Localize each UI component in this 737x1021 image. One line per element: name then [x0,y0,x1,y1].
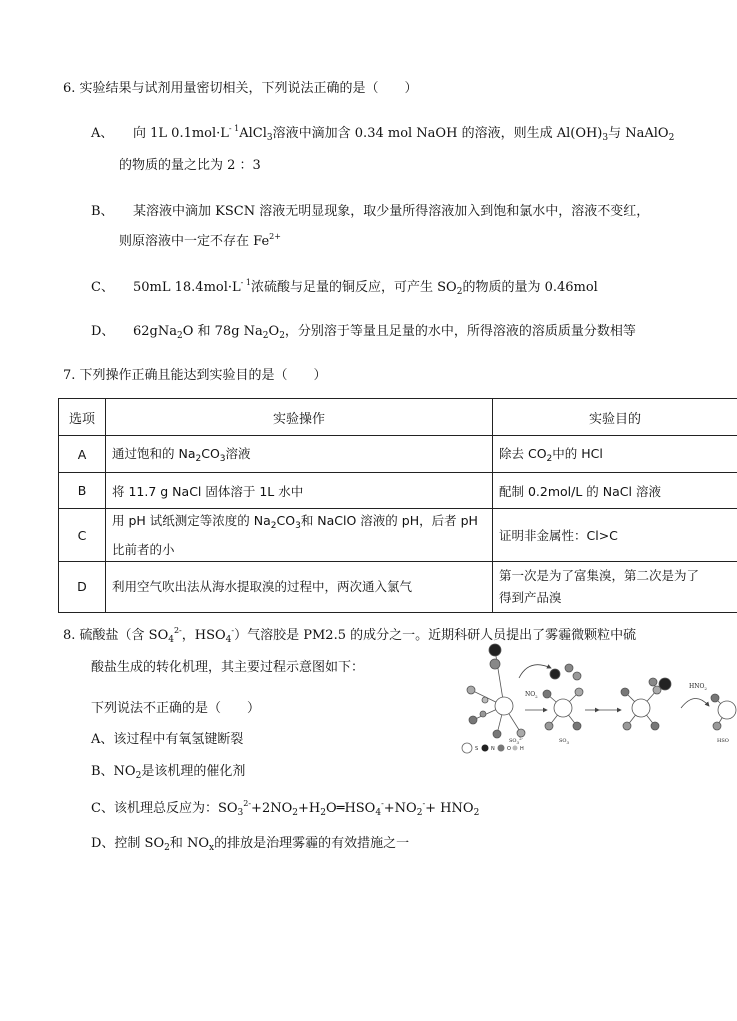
q8-title-line1: 8. 硫酸盐（含 $SO_4^{2-}$，$HSO_4^-$）气溶胶是 PM2.5 的成分之一。近期科研人员提出了雾霾微颗粒中硫 [63,626,637,645]
q7-title: 7. 下列操作正确且能达到实验目的是（ ） [63,368,327,383]
molecule-cluster-3 [621,678,671,730]
q8-option-d: D、控制 $SO_2$和 $NO_x$的排放是治理雾霾的有效措施之一 [91,836,410,853]
table-header-row [59,399,737,436]
legend-h-label: H [520,746,524,752]
table-row [59,436,737,473]
label-hno2: $HNO_2$ [689,683,707,691]
label-so3-2minus: $SO_3^{2-}$ [509,736,523,745]
q6-option-b-line2: 则原溶液中一定不存在 $Fe^{2+}$ [119,232,281,249]
header-operation: 实验操作 [106,399,493,436]
row-label: C [59,509,106,562]
label-so3: $SO_3$ [559,738,570,745]
q8-title-line2: 酸盐生成的转化机理，其主要过程示意图如下： [91,660,365,675]
q6-option-a-line1: 向 1L $0.1mol\cdot L^{- 1}AlCl_3$溶液中滴加含 0.34 mol NaOH 的溶液，则生成 $Al(OH)_3$与 NaAlO$_2$ [133,124,675,143]
row-goal: 第一次是为了富集溴，第二次是为了 得到产品溴 [493,562,737,613]
q8-prompt: 下列说法不正确的是（ ） [91,701,261,716]
q6-option-c-text: 50mL $18.4mol\cdot L^{- 1}$浓硫酸与足量的铜反应，可产生 $SO_2$的物质的量为 0.46mol [133,278,598,297]
table-row [59,562,737,613]
q8-option-b: B、$NO_2$是该机理的催化剂 [91,764,246,781]
q8-option-c: C、该机理总反应为：$SO_3^{2-}+2NO_2+H_2O═HSO_4^-+NO_2^-+ HNO_2$ [91,799,480,818]
legend-s-label: S [475,746,479,752]
legend-o-label: O [507,746,511,752]
legend-s-icon [462,743,472,753]
q6-option-d-text: 62gNa$_2$O 和 78g $Na_2O_2$，分别溶于等量且足量的水中，所得溶液的溶质质量分数相等 [133,324,636,341]
row-label: B [59,473,106,509]
row-goal: 配制 0.2mol/L 的 NaCl 溶液 [493,473,737,509]
legend-o-icon [498,745,505,752]
q6-option-a-line2: 的物质的量之比为 2 ：3 [119,158,261,173]
molecule-cluster-2 [543,664,583,730]
q6-option-c-label: C、 [91,280,114,295]
q6-option-a-label: A、 [91,126,114,141]
q6-option-b-label: B、 [91,204,114,219]
legend-h-icon [513,746,518,751]
row-goal: 证明非金属性：Cl>C [493,509,737,562]
q8-option-a: A、该过程中有氧氢键断裂 [91,732,244,747]
header-option: 选项 [59,399,106,436]
row-operation: 将 11.7 g NaCl 固体溶于 1L 水中 [106,473,493,509]
table-row [59,509,737,562]
row-operation: 用 pH 试纸测定等浓度的 $Na_2CO_3$和 NaClO 溶液的 pH，后者 pH 比前者的小 [106,509,493,562]
label-no2: $NO_2$ [525,691,538,699]
q6-option-d-label: D、 [91,324,115,339]
legend-n-icon [482,745,489,752]
header-goal: 实验目的 [493,399,737,436]
q6-option-b-line1: 某溶液中滴加 KSCN 溶液无明显现象，取少量所得溶液加入到饱和氯水中，溶液不变红， [133,204,650,219]
row-operation: 利用空气吹出法从海水提取溴的过程中，两次通入氯气 [106,562,493,613]
molecule-cluster-4 [711,694,736,730]
row-label: A [59,436,106,473]
legend-n-label: N [491,746,495,752]
table-row [59,473,737,509]
molecule-cluster-1 [467,644,525,738]
label-hso: HSO [717,738,729,744]
mechanism-diagram [459,638,737,758]
legend [462,743,524,753]
row-label: D [59,562,106,613]
q6-title: 6. 实验结果与试剂用量密切相关，下列说法正确的是（ ） [63,81,418,96]
row-goal: 除去 $CO_2$中的 HCl [493,436,737,473]
row-operation: 通过饱和的 $Na_2CO_3$溶液 [106,436,493,473]
q7-table [58,398,737,613]
